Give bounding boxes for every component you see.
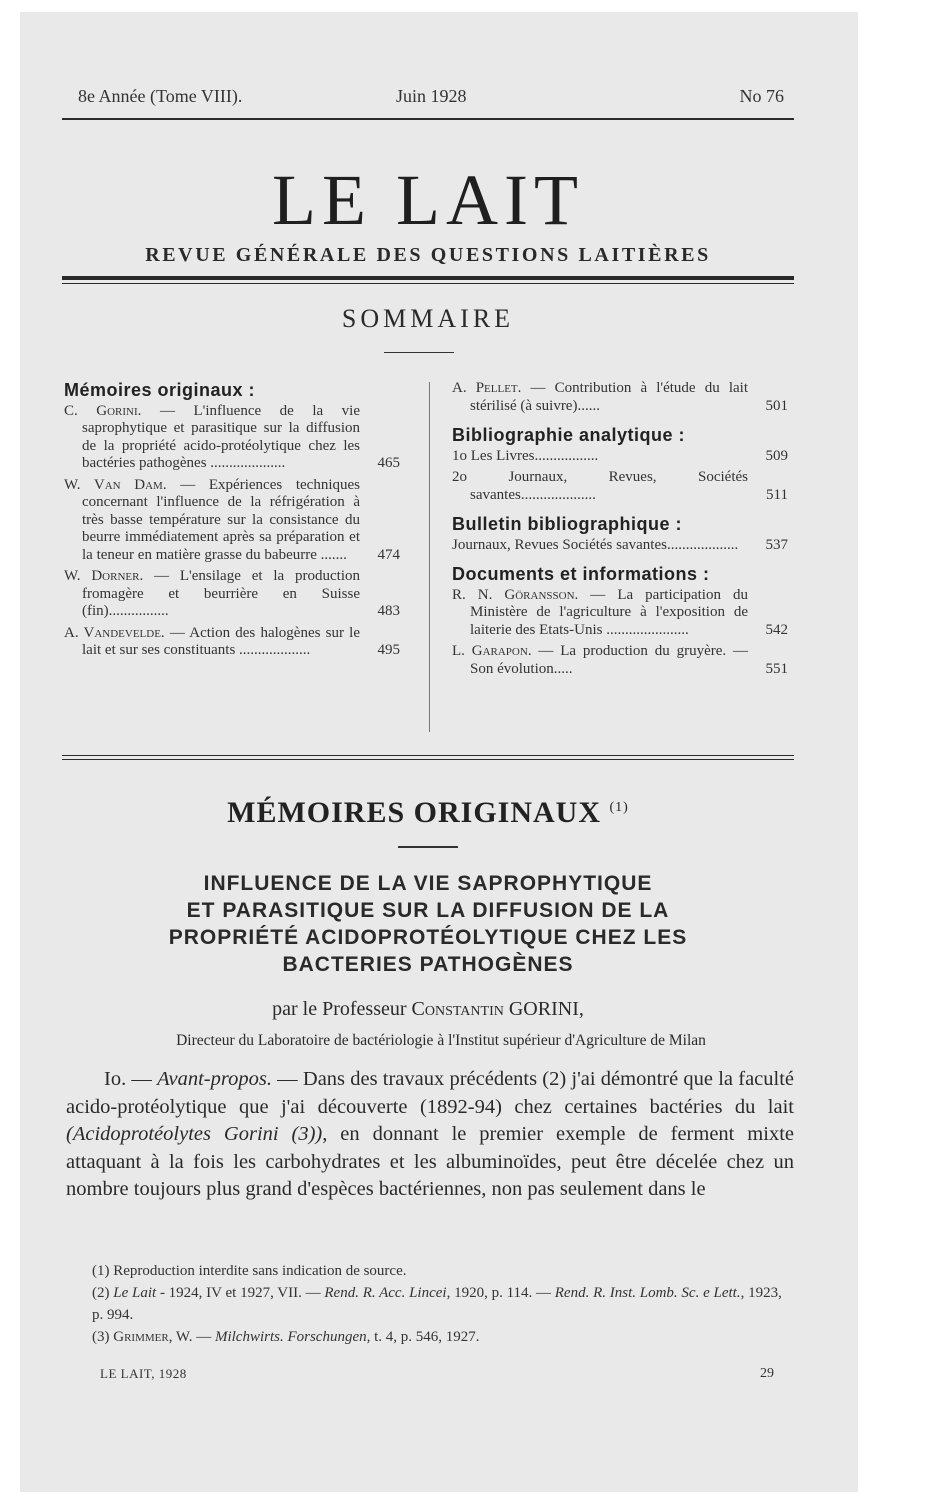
toc-entry	[452, 380, 788, 415]
sommaire-left-column	[64, 382, 400, 664]
footnote-1: (1) Reproduction interdite sans indication de source.	[92, 1263, 407, 1279]
fn2-ref-c: Rend. R. Inst. Lomb. Sc. e Lett.	[554, 1285, 741, 1301]
para-text-2: , en donnant le premier exemple de ferment mixte attaquant à la fois les carbohydrates et les albuminoïdes, peut être décelée chez un nombre toujours plus grand d'espèces bactériennes, non pas seulement dans le	[66, 1123, 794, 1200]
toc-author: L. Garapon.	[452, 643, 532, 659]
toc-page: 495	[377, 642, 400, 658]
para-number: Io. —	[104, 1068, 158, 1090]
journal-subtitle: REVUE GÉNÉRALE DES QUESTIONS LAITIÈRES	[145, 244, 711, 266]
section-bibliographie: Bibliographie analytique :	[452, 425, 686, 445]
footnotes	[66, 1260, 796, 1348]
article-title-line: PROPRIÉTÉ ACIDOPROTÉOLYTIQUE CHEZ LES	[168, 926, 688, 949]
toc-page: 511	[766, 486, 788, 503]
fn3-text-b: , t. 4, p. 546, 1927.	[366, 1329, 480, 1345]
article-title	[62, 870, 794, 978]
sommaire-heading: SOMMAIRE	[341, 304, 515, 333]
para-italic: (Acidoprotéolytes Gorini (3))	[66, 1123, 323, 1145]
toc-author: W. Dorner.	[64, 568, 144, 584]
toc-author: A. Vandevelde.	[64, 624, 165, 641]
footer-page-number: 29	[760, 1366, 774, 1381]
column-divider	[429, 382, 430, 732]
toc-text: Journaux, Revues Sociétés savantes...................	[452, 536, 739, 553]
masthead-rules	[62, 276, 794, 286]
article-divider	[398, 846, 458, 848]
year-tome: 8e Année (Tome VIII).	[78, 86, 243, 106]
sommaire-rule-1	[62, 755, 794, 756]
section-documents: Documents et informations :	[452, 564, 710, 584]
affiliation: Directeur du Laboratoire de bactériologie à l'Institut supérieur d'Agriculture de Milan	[176, 1032, 706, 1049]
memoires-heading-text: MÉMOIRES ORIGINAUX	[227, 796, 602, 829]
toc-page: 542	[765, 621, 788, 638]
byline	[62, 998, 794, 1028]
toc-text: 1o Les Livres.................	[452, 447, 599, 464]
journal-page	[20, 12, 858, 1492]
toc-entry	[452, 643, 788, 678]
para-heading: Avant-propos.	[157, 1068, 272, 1090]
toc-page: 551	[765, 660, 788, 677]
footnote-2	[66, 1282, 796, 1326]
toc-entry	[64, 477, 400, 565]
sommaire-rule-2	[62, 759, 794, 760]
toc-entry	[452, 587, 788, 640]
byline-prefix: par le Professeur	[272, 998, 412, 1020]
toc-page: 501	[765, 397, 788, 414]
toc-page: 474	[377, 546, 400, 563]
running-header	[62, 86, 794, 116]
footnote-3	[66, 1326, 796, 1348]
footer-journal: LE LAIT, 1928	[100, 1366, 187, 1381]
fn3-ref: Milchwirts. Forschungen	[214, 1329, 367, 1345]
header-rule-wrap	[62, 118, 794, 120]
masthead-subtitle-wrap	[62, 244, 794, 270]
byline-firstname: Constantin	[411, 998, 504, 1020]
body-paragraph	[66, 1066, 794, 1204]
sommaire-right-column	[452, 380, 788, 682]
toc-text: 2o Journaux, Revues, Sociétés savantes....................	[452, 469, 748, 503]
toc-entry	[452, 469, 788, 504]
section-memoires: Mémoires originaux :	[64, 380, 256, 400]
fn2-text-b: , 1920, p. 114. —	[446, 1285, 555, 1301]
toc-text: — La participation du Ministère de l'agriculture à l'exposition de laiterie des Etats-Unis ......................	[470, 586, 748, 638]
toc-entry	[452, 537, 788, 555]
toc-entry	[64, 403, 400, 473]
journal-title: LE LAIT	[272, 160, 584, 240]
toc-page: 465	[377, 455, 400, 471]
toc-author: W. Van Dam.	[64, 476, 167, 493]
memoires-heading-wrap	[62, 796, 794, 836]
fn3-text-a: , W. —	[168, 1329, 215, 1345]
toc-page: 537	[765, 536, 788, 553]
toc-entry	[64, 625, 400, 660]
toc-text: — L'ensilage et la production fromagère et beurrière en Suisse (fin)................	[82, 568, 360, 619]
section-bulletin: Bulletin bibliographique :	[452, 514, 682, 534]
issue-number: No 76	[739, 86, 784, 106]
toc-text: — L'influence de la vie saprophytique et parasitique sur la diffusion de la propriété acido-protéolytique chez les bactéries pathogènes ....................	[82, 402, 361, 471]
toc-entry	[64, 568, 400, 621]
masthead	[62, 162, 794, 242]
toc-page: 483	[377, 603, 400, 619]
byline-text	[62, 998, 794, 1021]
article-title-line: ET PARASITIQUE SUR LA DIFFUSION DE LA	[186, 899, 670, 922]
fn2-num: (2)	[92, 1285, 114, 1301]
article-title-line: INFLUENCE DE LA VIE SAPROPHYTIQUE	[203, 872, 653, 895]
fn3-num: (3)	[92, 1329, 114, 1345]
toc-text: — La production du gruyère. — Son évolution.....	[470, 643, 748, 677]
byline-surname: GORINI,	[503, 998, 584, 1020]
body-text	[66, 1066, 794, 1204]
toc-page: 509	[765, 447, 788, 464]
toc-entry	[452, 448, 788, 466]
sommaire-heading-wrap	[62, 304, 794, 340]
toc-text: — Action des halogènes sur le lait et sur ses constituants ...................	[82, 624, 360, 658]
sommaire-divider	[384, 352, 454, 353]
toc-author: A. Pellet.	[452, 380, 522, 396]
toc-author: R. N. Göransson.	[452, 586, 579, 603]
toc-text: — Contribution à l'étude du lait stérilisé (à suivre)......	[470, 380, 748, 414]
fn2-ref-b: Rend. R. Acc. Lincei	[324, 1285, 447, 1301]
memoires-footnote-mark: (1)	[609, 800, 629, 815]
masthead-rule-thin	[62, 283, 794, 284]
issue-date: Juin 1928	[396, 86, 467, 106]
memoires-heading	[62, 796, 794, 830]
article-title-line: BACTERIES PATHOGÈNES	[282, 953, 574, 976]
toc-author: C. Gorini.	[64, 402, 142, 419]
fn2-ref-a: Le Lait	[113, 1285, 157, 1301]
fn2-text-a: - 1924, IV et 1927, VII. —	[156, 1285, 325, 1301]
fn2-text-c: , 1923, p. 994.	[92, 1285, 782, 1323]
fn3-author: Grimmer	[113, 1329, 169, 1345]
toc-text: — Expériences techniques concernant l'influence de la réfrigération à très basse température sur la consistance du beurre immédiatement après sa préparation et la teneur en matière grasse du babeurre .......	[82, 476, 360, 563]
para-text-1: — Dans des travaux précédents (2) j'ai démontré que la faculté acido-protéolytique que j'ai découverte (1892-94) chez certaines bactéries du lait	[66, 1068, 795, 1118]
masthead-rule-thick	[62, 276, 794, 280]
header-rule	[62, 118, 794, 120]
sommaire-end-rules	[62, 755, 794, 763]
